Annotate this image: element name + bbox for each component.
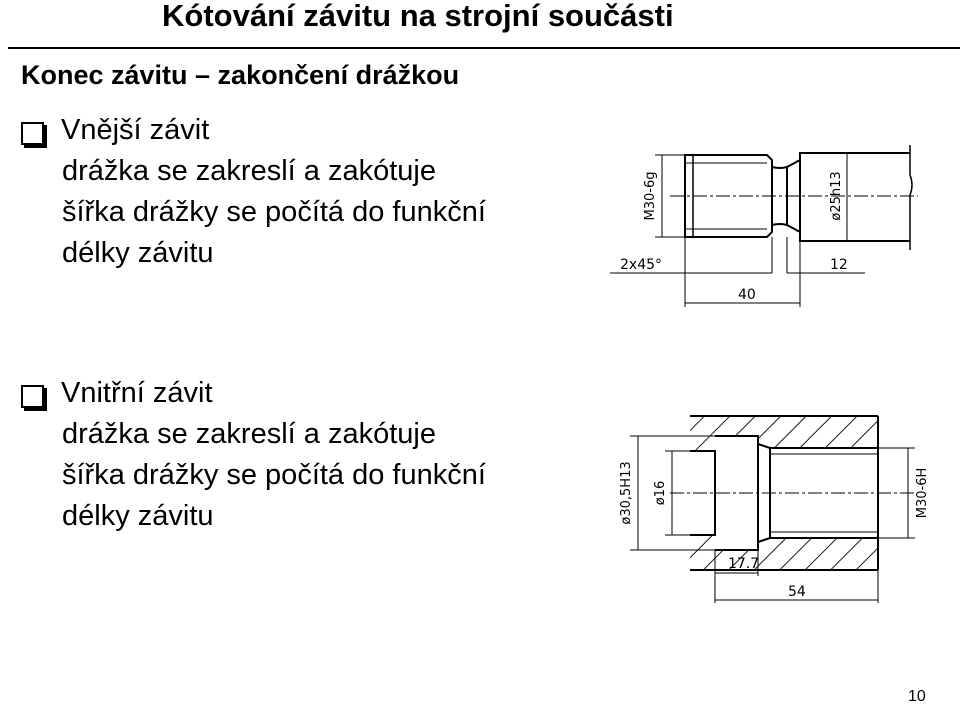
checkbox-bullet-icon (21, 385, 44, 408)
bullet-line: šířka drážky se počítá do funkční (62, 459, 486, 491)
length-label: 40 (738, 287, 756, 303)
bullet-line: drážka se zakreslí a zakótuje (62, 155, 436, 187)
bullet-line: drážka se zakreslí a zakótuje (62, 418, 436, 450)
bore-diameter-label: ø16 (653, 480, 668, 506)
bullet-line: délky závitu (62, 500, 214, 532)
bullet-line: šířka drážky se počítá do funkční (62, 196, 486, 228)
page-number: 10 (908, 688, 926, 705)
length-label: 54 (788, 584, 806, 600)
thread-label: M30-6H (915, 467, 930, 519)
slide-title: Kótování závitu na strojní součásti (162, 0, 674, 33)
title-rule (8, 47, 960, 49)
thread-label: M30-6g (643, 171, 658, 221)
groove-diameter-label: ø25h13 (829, 171, 844, 221)
bullet-heading: Vnější závit (61, 114, 210, 146)
external-thread-drawing (610, 135, 920, 315)
groove-width-label: 12 (830, 257, 848, 273)
slide-subtitle: Konec závitu – zakončení drážkou (21, 60, 460, 90)
bullet-heading: Vnitřní závit (61, 377, 213, 409)
checkbox-bullet-icon (21, 122, 44, 145)
groove-diameter-label: ø30,5H13 (619, 461, 634, 525)
bullet-line: délky závitu (62, 237, 214, 269)
chamfer-label: 2x45° (620, 257, 663, 273)
internal-thread-drawing (610, 408, 935, 608)
groove-depth-label: 17.7 (728, 556, 760, 572)
